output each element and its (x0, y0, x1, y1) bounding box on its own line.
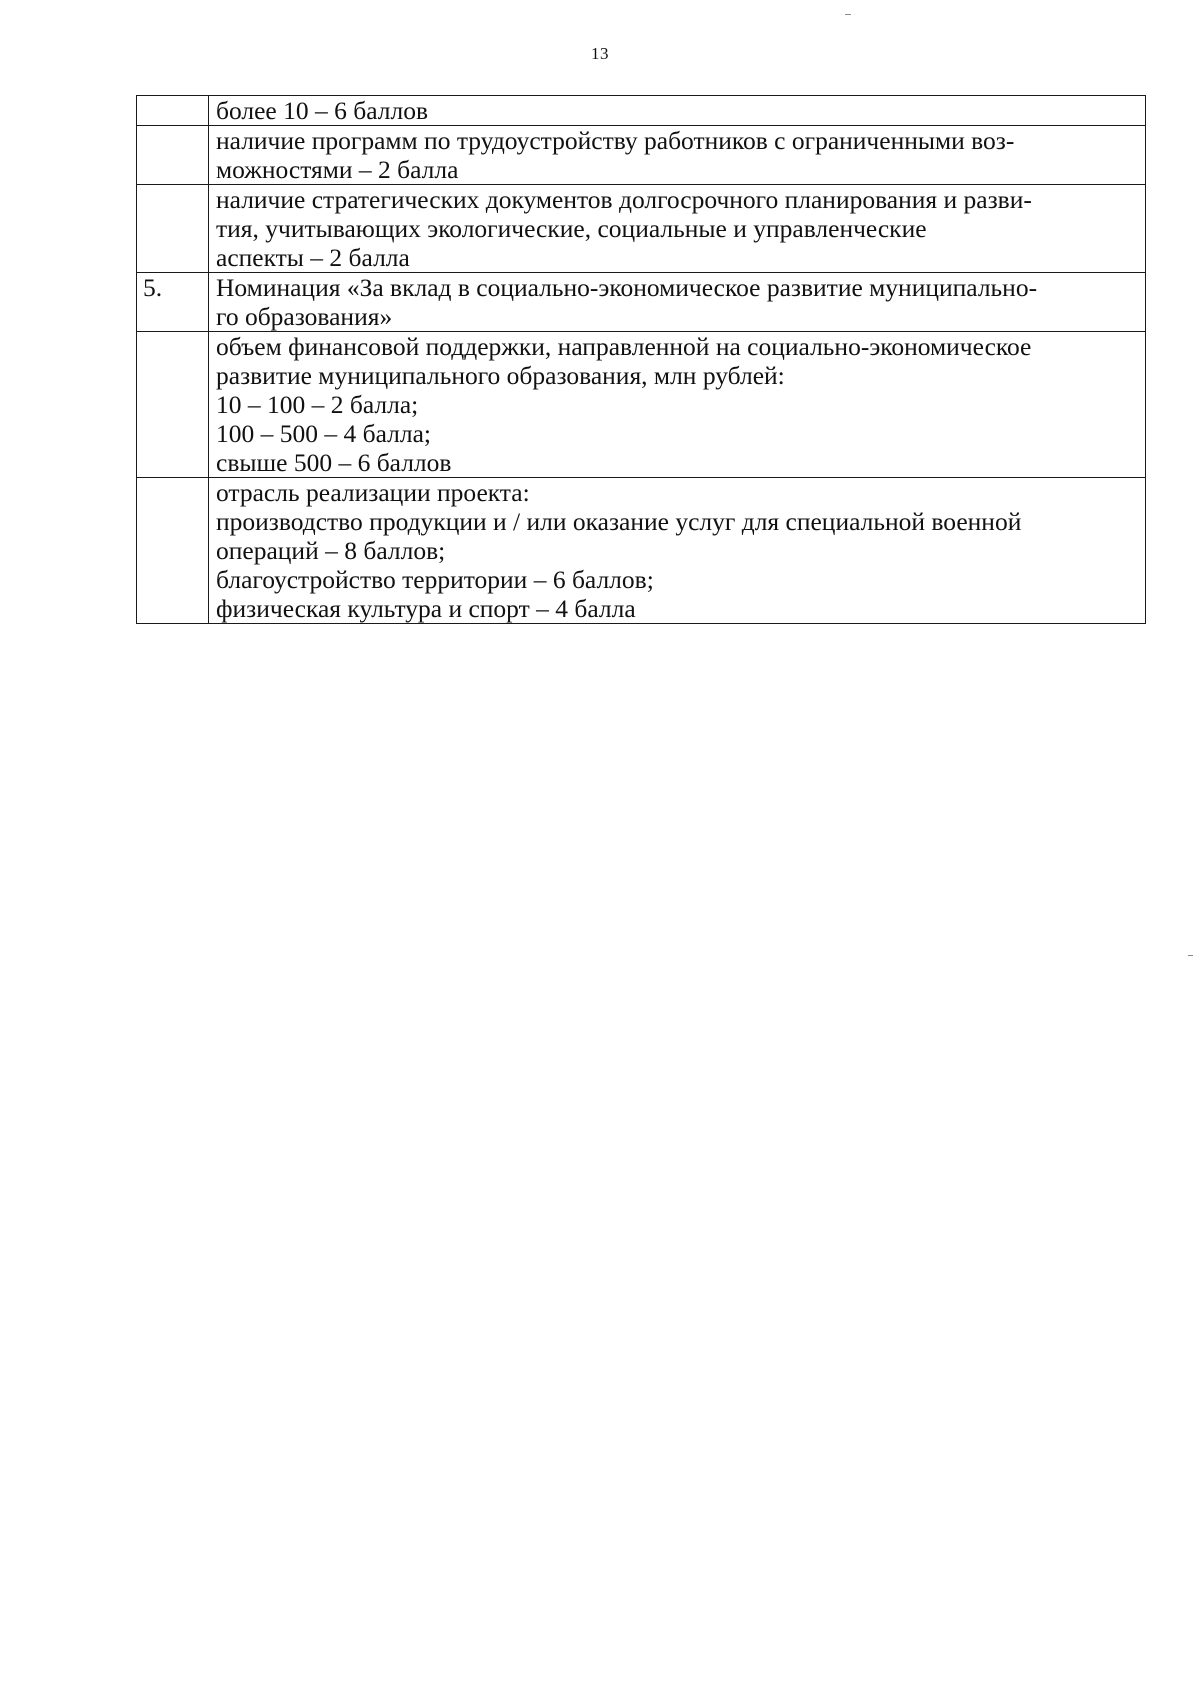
criteria-text-line: производство продукции и / или оказание услуг для специальной военной (216, 507, 1022, 536)
nomination-title-line: Номинация «За вклад в социально-экономическое развитие муниципально- (216, 273, 1038, 302)
table-row (137, 273, 1146, 332)
criteria-cell (209, 478, 1146, 624)
row-number-cell (137, 332, 209, 478)
criteria-text-line: аспекты – 2 балла (216, 243, 410, 272)
row-number-cell (137, 478, 209, 624)
criteria-text-line: тия, учитывающих экологические, социальные и управленческие (216, 214, 927, 243)
table-row (137, 185, 1146, 273)
criteria-text-line: свыше 500 – 6 баллов (216, 448, 452, 477)
scan-artifact-mark (1188, 955, 1193, 956)
criteria-cell (209, 273, 1146, 332)
criteria-table (136, 95, 1146, 624)
criteria-text-line: благоустройство территории – 6 баллов; (216, 565, 654, 594)
criteria-text-line: операций – 8 баллов; (216, 536, 446, 565)
row-number-cell (137, 185, 209, 273)
criteria-text-line: объем финансовой поддержки, направленной на социально-экономическое (216, 332, 1032, 361)
row-number-cell: 5. (137, 273, 209, 332)
criteria-text-line: наличие стратегических документов долгосрочного планирования и разви- (216, 185, 1032, 214)
table-row (137, 478, 1146, 624)
scan-artifact-mark (845, 14, 851, 15)
row-number-cell (137, 126, 209, 185)
row-number-cell (137, 96, 209, 126)
criteria-text-line: более 10 – 6 баллов (216, 96, 429, 125)
table-row (137, 96, 1146, 126)
criteria-text-line: развитие муниципального образования, млн рублей: (216, 361, 785, 390)
criteria-text-line: отрасль реализации проекта: (216, 478, 530, 507)
criteria-cell (209, 96, 1146, 126)
criteria-text-line: физическая культура и спорт – 4 балла (216, 594, 636, 623)
criteria-cell (209, 332, 1146, 478)
criteria-cell (209, 185, 1146, 273)
criteria-text-line: наличие программ по трудоустройству работников с ограниченными воз- (216, 126, 1015, 155)
nomination-title-line: го образования» (216, 302, 393, 331)
page-number: 13 (591, 44, 609, 63)
criteria-text-line: можностями – 2 балла (216, 155, 459, 184)
criteria-text-line: 10 – 100 – 2 балла; (216, 390, 419, 419)
table-row (137, 332, 1146, 478)
criteria-text-line: 100 – 500 – 4 балла; (216, 419, 431, 448)
criteria-cell (209, 126, 1146, 185)
table-row (137, 126, 1146, 185)
